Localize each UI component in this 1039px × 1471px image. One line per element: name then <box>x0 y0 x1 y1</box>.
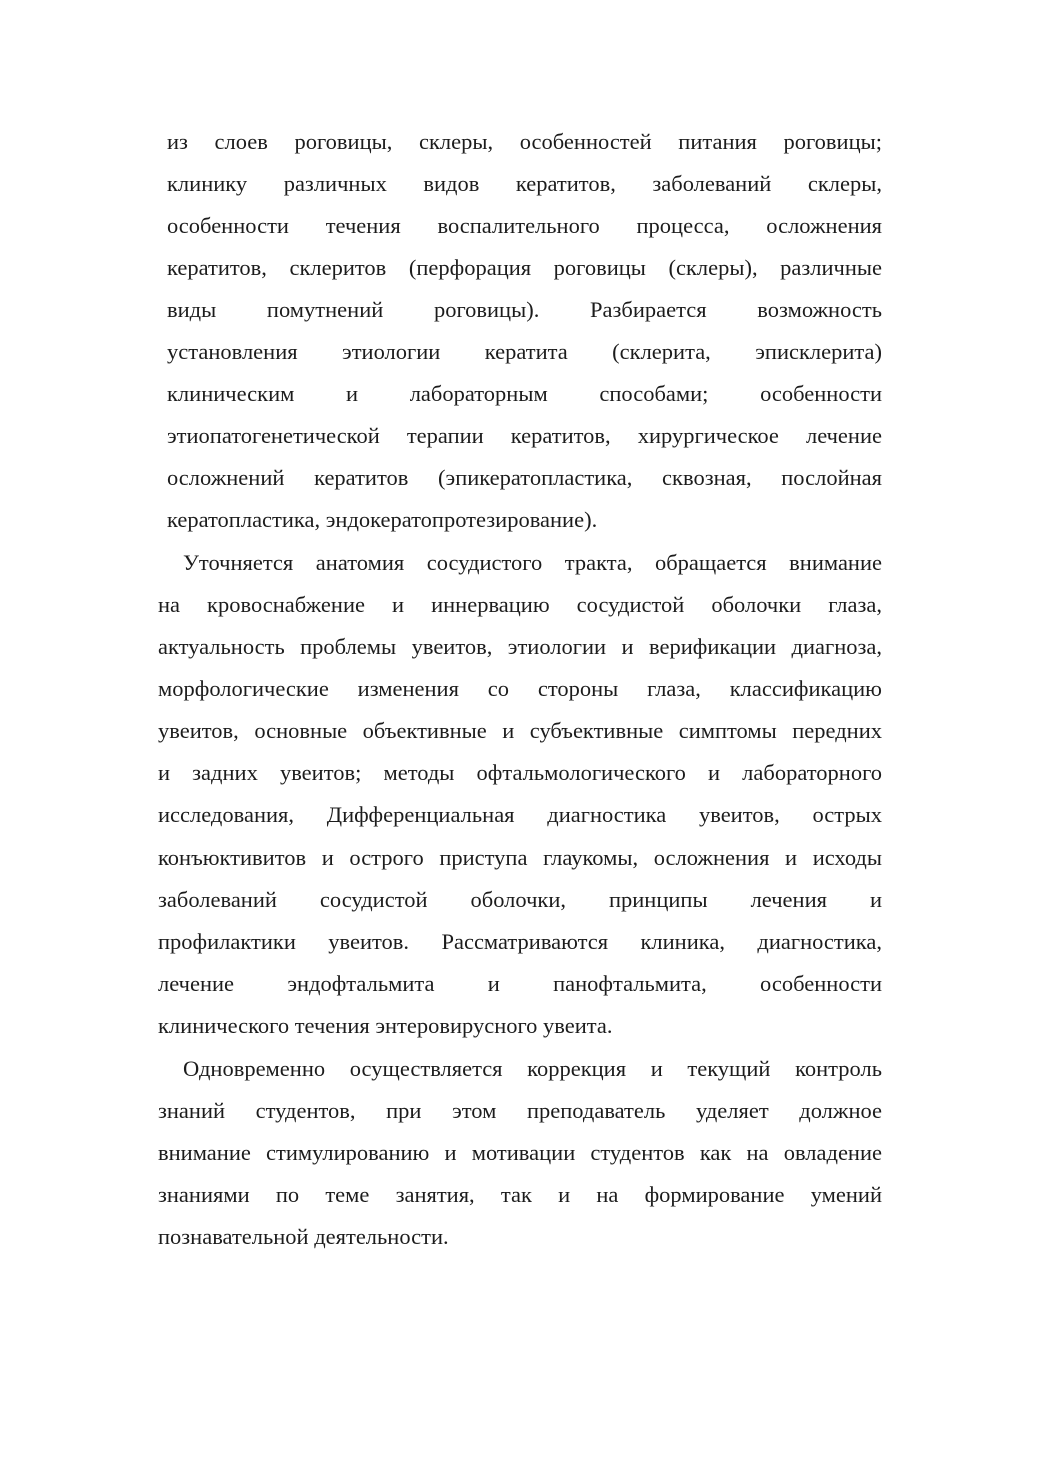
paragraph-2-line: заболеваний сосудистой оболочки, принципы лечения и <box>158 887 882 912</box>
paragraph-3-line: знаний студентов, при этом преподаватель уделяет должное <box>158 1098 882 1123</box>
paragraph-1-line: из слоев роговицы, склеры, особенностей питания роговицы; <box>167 129 882 154</box>
paragraph-2-line: клинического течения энтеровирусного увеита. <box>158 1013 613 1038</box>
paragraph-3-line: внимание стимулированию и мотивации студентов как на овладение <box>158 1140 882 1165</box>
paragraph-2-line: исследования, Дифференциальная диагностика увеитов, острых <box>158 802 882 827</box>
paragraph-3-line: познавательной деятельности. <box>158 1224 449 1249</box>
paragraph-2-line: и задних увеитов; методы офтальмологического и лабораторного <box>158 760 882 785</box>
paragraph-1-line: кератитов, склеритов (перфорация роговицы (склеры), различные <box>167 255 882 280</box>
paragraph-2-line: увеитов, основные объективные и субъективные симптомы передних <box>158 718 882 743</box>
paragraph-2-line: Уточняется анатомия сосудистого тракта, обращается внимание <box>183 550 882 575</box>
paragraph-1-line: виды помутнений роговицы). Разбирается возможность <box>167 297 882 322</box>
paragraph-2-line: морфологические изменения со стороны глаза, классификацию <box>158 676 882 701</box>
paragraph-1-line: установления этиологии кератита (склерита, эписклерита) <box>167 339 882 364</box>
paragraph-2-line: профилактики увеитов. Рассматриваются клиника, диагностика, <box>158 929 882 954</box>
paragraph-2-line: конъюктивитов и острого приступа глаукомы, осложнения и исходы <box>158 845 882 870</box>
paragraph-2-line: лечение эндофтальмита и панофтальмита, особенности <box>158 971 882 996</box>
paragraph-3-line: знаниями по теме занятия, так и на формирование умений <box>158 1182 882 1207</box>
paragraph-1-line: этиопатогенетической терапии кератитов, хирургическое лечение <box>167 423 882 448</box>
paragraph-1-line: особенности течения воспалительного процесса, осложнения <box>167 213 882 238</box>
paragraph-1-line: осложнений кератитов (эпикератопластика, сквозная, послойная <box>167 465 882 490</box>
paragraph-1-line: клинику различных видов кератитов, заболеваний склеры, <box>167 171 882 196</box>
paragraph-1-line: кератопластика, эндокератопротезирование). <box>167 507 598 532</box>
paragraph-1-line: клиническим и лабораторным способами; особенности <box>167 381 882 406</box>
paragraph-2-line: актуальность проблемы увеитов, этиологии и верификации диагноза, <box>158 634 882 659</box>
paragraph-3-line: Одновременно осуществляется коррекция и текущий контроль <box>183 1056 882 1081</box>
paragraph-2-line: на кровоснабжение и иннервацию сосудистой оболочки глаза, <box>158 592 882 617</box>
